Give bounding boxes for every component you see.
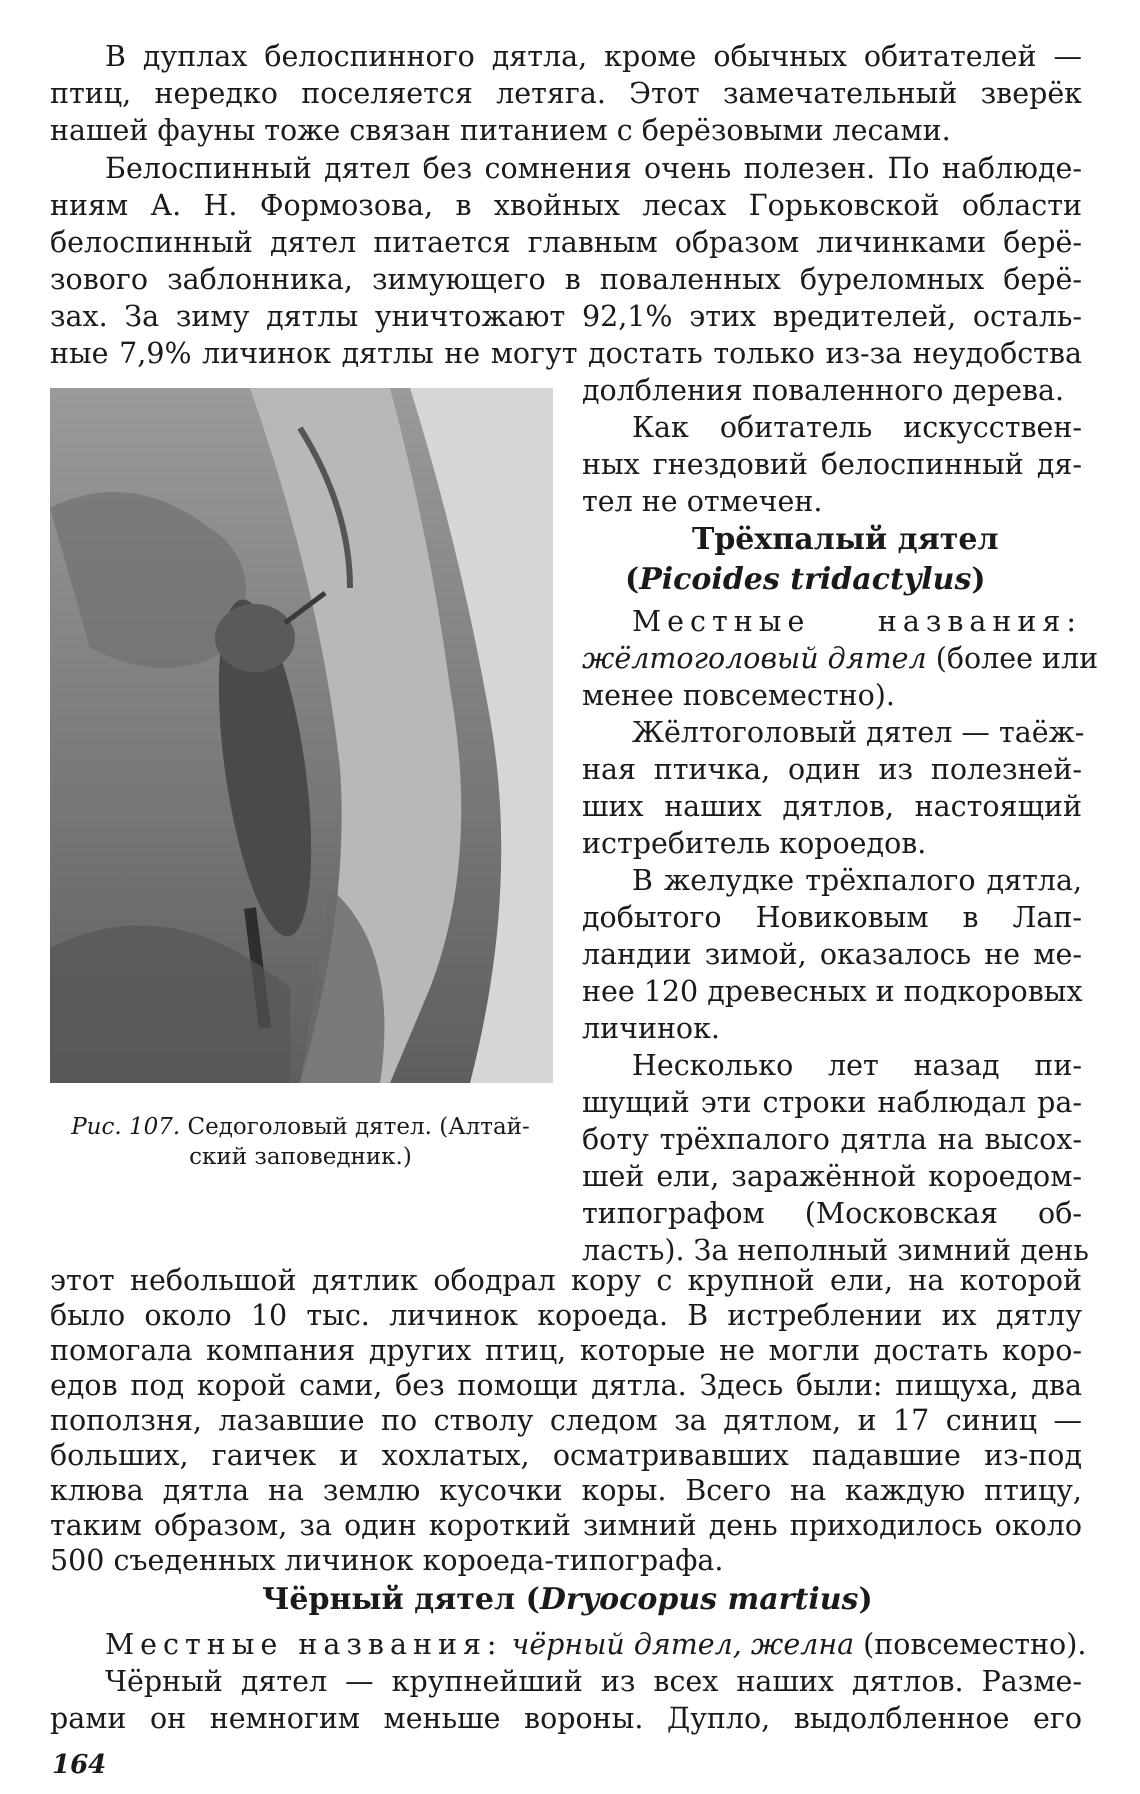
text-line: долбления поваленного дерева. [582,374,1065,407]
text-line: ландии зимой, оказалось не ме- [582,938,1082,971]
text-line: ласть). За неполный зимний день [582,1234,1089,1267]
text-line: типографом (Московская об- [582,1197,1082,1230]
woodpecker-photo [50,388,553,1083]
text-line: ных гнездовий белоспинный дя- [582,448,1082,481]
text-line: Как обитатель искусствен- [632,411,1082,444]
text-line: клюва дятла на землю кусочки коры. Всего на каждую птицу, [50,1474,1082,1507]
text-line: птиц, нередко поселяется летяга. Этот замечательный зверёк [50,77,1082,110]
text-line: 500 съеденных личинок короеда-типографа. [50,1544,724,1577]
text-line: шей ели, заражённой короедом- [582,1160,1082,1193]
text-line: нее 120 древесных и подкоровых [582,975,1083,1008]
text-line: ших наших дятлов, настоящий [582,790,1082,823]
text-line: боту трёхпалого дятла на высох- [582,1123,1082,1156]
text-line: было около 10 тыс. личинок короеда. В истреблении их дятлу [50,1299,1082,1332]
text-line: менее повсеместно). [582,679,895,712]
figure-caption: ский заповедник.) [189,1144,412,1170]
section-heading: Трёхпалый дятел [692,522,999,557]
text-line: ная птичка, один из полезней- [582,753,1082,786]
page-number: 164 [52,1750,107,1780]
text-line: В желудке трёхпалого дятла, [632,864,1082,897]
text-line: тел не отмечен. [582,485,823,518]
text-line: В дуплах белоспинного дятла, кроме обычных обитателей — [105,40,1082,73]
local-names-label: Местные названия: [632,605,1082,638]
text-line: ные 7,9% личинок дятлы не могут достать только из-за неудобства [50,337,1082,370]
text-line: больших, гаичек и хохлатых, осматривавших падавшие из-под [50,1439,1082,1472]
text-line: едов под корой сами, без помощи дятла. Здесь были: пищуха, два [50,1369,1082,1402]
text-line: истребитель короедов. [582,827,927,860]
text-line: жёлтоголовый дятел (более или [582,642,1099,675]
figure-caption: Рис. 107. Седоголовый дятел. (Алтай- [71,1114,530,1140]
text-line: рами он немногим меньше вороны. Дупло, выдолбленное его [50,1702,1082,1735]
text-line: Белоспинный дятел без сомнения очень полезен. По наблюде- [105,152,1082,185]
text-line: помогала компания других птиц, которые не могли достать коро- [50,1334,1082,1367]
text-line: добытого Новиковым в Лап- [582,901,1082,934]
text-line: Жёлтоголовый дятел — таёж- [632,716,1085,749]
text-line: белоспинный дятел питается главным образом личинками берё- [50,226,1082,259]
text-line: зового заблонника, зимующего в поваленных буреломных берё- [50,263,1082,296]
text-line: поползня, лазавшие по стволу следом за дятлом, и 17 синиц — [50,1404,1082,1437]
section-heading-latin: (Picoides tridactylus) [625,562,986,597]
text-line: шущий эти строки наблюдал ра- [582,1086,1082,1119]
text-line: таким образом, за один короткий зимний день приходилось около [50,1509,1082,1542]
text-line: этот небольшой дятлик ободрал кору с крупной ели, на которой [50,1264,1082,1297]
text-line: личинок. [582,1012,720,1045]
section-heading: Чёрный дятел (Dryocopus martius) [262,1582,873,1617]
text-line: Местные названия: чёрный дятел, желна (повсеместно). [105,1628,1087,1661]
text-line: нашей фауны тоже связан питанием с берёзовыми лесами. [50,114,951,147]
text-line: Чёрный дятел — крупнейший из всех наших дятлов. Разме- [105,1665,1082,1698]
text-line: Несколько лет назад пи- [632,1049,1082,1082]
text-line: зах. За зиму дятлы уничтожают 92,1% этих вредителей, осталь- [50,300,1082,333]
text-line: ниям А. Н. Формозова, в хвойных лесах Горьковской области [50,189,1082,222]
